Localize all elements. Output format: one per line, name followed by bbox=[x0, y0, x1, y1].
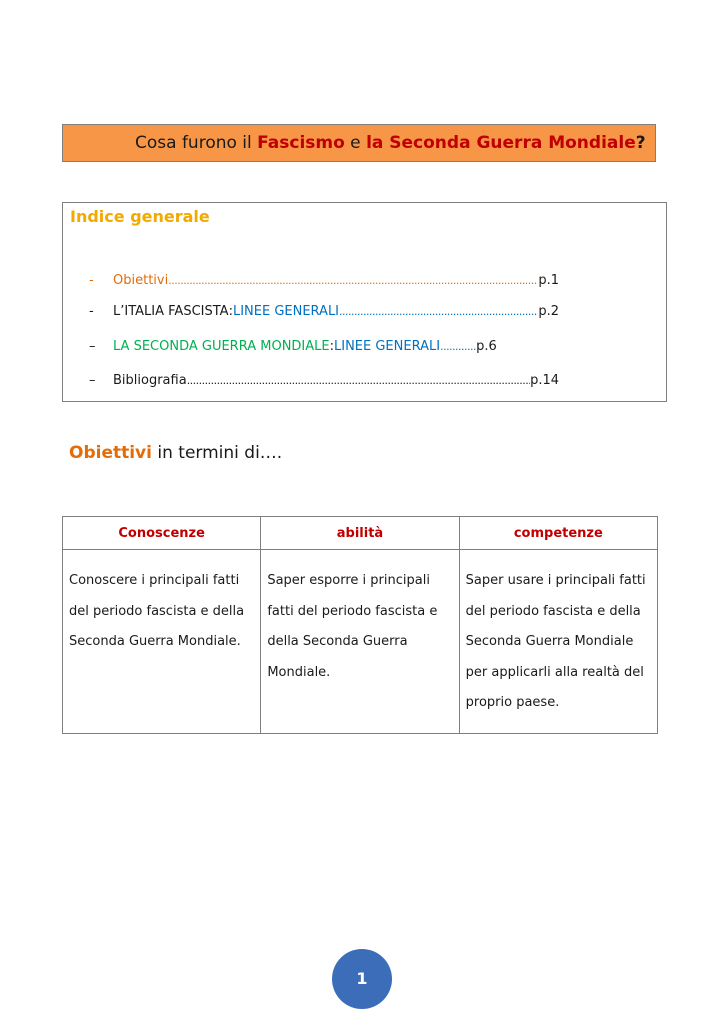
toc-item-separator: : bbox=[329, 339, 334, 354]
toc-dash: - bbox=[89, 273, 94, 288]
toc-leader bbox=[440, 340, 476, 353]
title-war: la Seconda Guerra Mondiale bbox=[366, 133, 636, 153]
objectives-table bbox=[62, 516, 658, 734]
toc-item-label: Obiettivi bbox=[113, 273, 169, 288]
page-number-badge: 1 bbox=[332, 949, 392, 1009]
toc-item-label: L’ITALIA FASCISTA bbox=[113, 304, 229, 319]
toc-item-italia-fascista[interactable] bbox=[89, 304, 559, 319]
title-fascismo: Fascismo bbox=[257, 133, 345, 153]
toc-dash: - bbox=[89, 304, 94, 319]
toc-leader bbox=[187, 374, 530, 387]
toc-item-label: LA SECONDA GUERRA MONDIALE bbox=[113, 339, 330, 354]
cell-abilita: Saper esporre i principali fatti del periodo fascista e della Seconda Guerra Mondiale. bbox=[261, 550, 459, 734]
objectives-heading-bold: Obiettivi bbox=[69, 443, 152, 463]
toc-dash: – bbox=[89, 373, 96, 388]
toc-item-label: Bibliografia bbox=[113, 373, 187, 388]
objectives-heading-rest: in termini di…. bbox=[151, 443, 283, 463]
cell-competenze: Saper usare i principali fatti del periodo fascista e della Seconda Guerra Mondiale per applicarli alla realtà del proprio paese. bbox=[459, 550, 657, 734]
cell-conoscenze: Conoscere i principali fatti del periodo fascista e della Seconda Guerra Mondiale. bbox=[63, 550, 261, 734]
toc-item-obiettivi[interactable] bbox=[89, 273, 559, 288]
table-row bbox=[63, 550, 658, 734]
column-header-conoscenze: Conoscenze bbox=[63, 517, 261, 550]
table-header-row bbox=[63, 517, 658, 550]
title-prefix: Cosa furono il bbox=[135, 133, 258, 153]
toc-heading: Indice generale bbox=[70, 207, 210, 226]
toc-leader bbox=[168, 274, 538, 287]
toc-leader bbox=[339, 305, 538, 318]
column-header-abilita: abilità bbox=[261, 517, 459, 550]
toc-item-sublabel: LINEE GENERALI bbox=[334, 339, 441, 354]
toc-item-page: p.14 bbox=[530, 373, 559, 388]
title-connector: e bbox=[344, 133, 367, 153]
column-header-competenze: competenze bbox=[459, 517, 657, 550]
toc-item-separator: : bbox=[228, 304, 233, 319]
objectives-heading bbox=[69, 443, 282, 463]
table-of-contents bbox=[62, 202, 667, 402]
toc-dash: – bbox=[89, 339, 96, 354]
toc-item-sublabel: LINEE GENERALI bbox=[232, 304, 340, 319]
toc-item-page: p.1 bbox=[538, 273, 559, 288]
toc-item-page: p.2 bbox=[538, 304, 559, 319]
document-title bbox=[62, 124, 656, 162]
toc-item-page: p.6 bbox=[476, 339, 497, 354]
toc-item-bibliografia[interactable] bbox=[89, 373, 559, 388]
title-suffix: ? bbox=[635, 133, 646, 153]
toc-item-seconda-guerra[interactable] bbox=[89, 339, 559, 354]
